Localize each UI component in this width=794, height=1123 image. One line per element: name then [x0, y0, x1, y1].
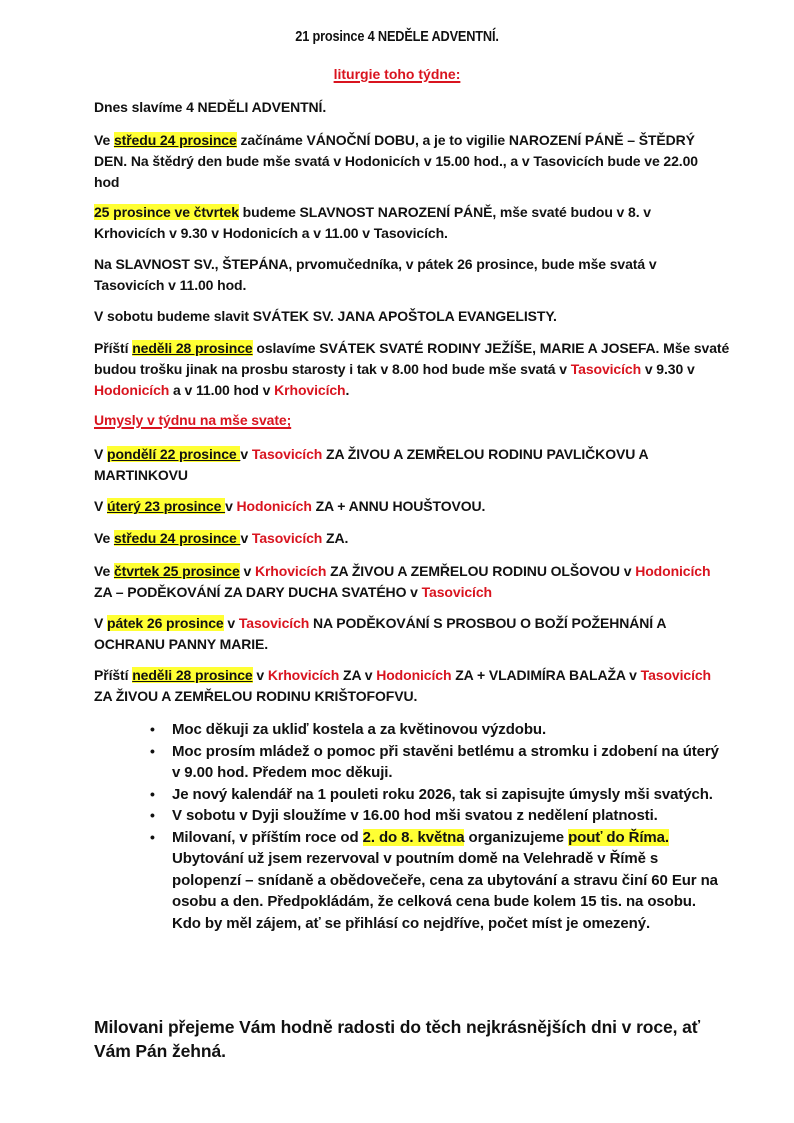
highlight-date: 25 prosince ve čtvrtek — [94, 204, 239, 220]
place-name: Krhovicích — [254, 563, 327, 579]
bullet-icon: • — [150, 721, 155, 737]
highlight-date: 2. do 8. května — [362, 828, 465, 846]
highlight-date: čtvrtek 25 prosince — [113, 563, 240, 579]
intention-wednesday: Ve středu 24 prosince v Tasovicích ZA. — [94, 530, 349, 546]
bullet-icon: • — [150, 807, 155, 823]
place-name: Tasovicích — [251, 446, 323, 462]
place-name: Hodonicích — [94, 382, 170, 398]
highlight-date: pondělí 22 prosince — [107, 446, 241, 462]
highlight-date: pátek 26 prosince — [107, 615, 224, 631]
intentions-heading: Umysly v týdnu na mše svate; — [94, 412, 292, 428]
intention-sunday: Příští neděli 28 prosince v Krhovicích ZA v Hodonicích ZA + VLADIMÍRA BALAŽA v Tasovicích ZA ŽIVOU A ZEMŘELOU RODINU KRIŠTOFOFVU. — [94, 667, 711, 704]
highlight-date: středu 24 prosince — [113, 132, 237, 148]
announcement-item: • Moc prosím mládež o pomoc při stavěni betlému a stromku i zdobení na úterý v 9.00 hod. Předem moc děkuji. — [150, 742, 719, 781]
paragraph-holy-family: Příští neděli 28 prosince oslavíme SVÁTEK SVATÉ RODINY JEŽÍŠE, MARIE A JOSEFA. Mše svaté budou trošku jinak na prosbu starosty i tak v 8.00 hod bude mše svatá v Tasovicích v 9.30 v Hodonicích a v 11.00 hod v Krhovicích. — [94, 340, 730, 398]
closing-greeting: Milovani přejeme Vám hodně radosti do těch nejkrásnějších dni v roce, ať Vám Pán žehná. — [94, 1017, 701, 1061]
intention-monday: V pondělí 22 prosince v Tasovicích ZA ŽIVOU A ZEMŘELOU RODINU PAVLIČKOVU A MARTINKOVU — [94, 446, 648, 483]
place-name: Krhovicích — [267, 667, 340, 683]
announcement-item: • V sobotu v Dyji sloužíme v 16.00 hod mši svatou z nedělení platnosti. — [150, 805, 720, 827]
bullet-icon: • — [150, 828, 155, 845]
bullet-icon: • — [150, 742, 155, 759]
highlight-pilgrimage: pouť do Říma. — [568, 828, 669, 846]
announcements-list — [150, 719, 720, 934]
place-name: Tasovicích — [640, 667, 711, 683]
place-name: Hodonicích — [376, 667, 452, 683]
intention-friday: V pátek 26 prosince v Tasovicích NA PODĚKOVÁNÍ S PROSBOU O BOŽÍ POŽEHNÁNÍ A OCHRANU PANNY MARIE. — [94, 615, 666, 652]
intention-tuesday: V úterý 23 prosince v Hodonicích ZA + ANNU HOUŠTOVOU. — [94, 498, 486, 514]
paragraph-christmas-day: 25 prosince ve čtvrtek budeme SLAVNOST NAROZENÍ PÁNĚ, mše svaté budou v 8. v Krhovicích v 9.30 v Hodonicích a v 11.00 v Tasovicích. — [94, 204, 651, 241]
announcement-item: • Moc děkuji za ukliď kostela a za květinovou výzdobu. — [150, 719, 720, 741]
liturgy-heading: liturgie toho týdne: — [333, 66, 461, 82]
place-name: Tasovicích — [421, 584, 492, 600]
highlight-date: neděli 28 prosince — [132, 667, 253, 683]
place-name: Hodonicích — [236, 498, 312, 514]
paragraph-christmas-eve: Ve středu 24 prosince začínáme VÁNOČNÍ DOBU, a je to vigilie NAROZENÍ PÁNĚ – ŠTĚDRÝ DEN. Na štědrý den bude mše svatá v Hodonicích v 15.00 hod., a v Tasovicích bude ve 22.00 hod — [94, 132, 698, 190]
highlight-date: neděli 28 prosince — [132, 340, 253, 356]
place-name: Tasovicích — [251, 530, 323, 546]
place-name: Tasovicích — [238, 615, 310, 631]
place-name: Tasovicích — [570, 361, 642, 377]
highlight-date: středu 24 prosince — [113, 530, 241, 546]
page-title: 21 prosince 4 NEDĚLE ADVENTNÍ. — [295, 29, 499, 45]
paragraph-st-john: V sobotu budeme slavit SVÁTEK SV. JANA APOŠTOLA EVANGELISTY. — [94, 308, 557, 324]
intention-thursday: Ve čtvrtek 25 prosince v Krhovicích ZA ŽIVOU A ZEMŘELOU RODINU OLŠOVOU v Hodonicích ZA – PODĚKOVÁNÍ ZA DARY DUCHA SVATÉHO v Tasovicích — [94, 563, 711, 600]
paragraph-today: Dnes slavíme 4 NEDĚLI ADVENTNÍ. — [94, 99, 327, 115]
bullet-icon: • — [150, 785, 155, 802]
announcement-item: • Milovaní, v příštím roce od 2. do 8. května organizujeme pouť do Říma. Ubytování už jsem rezervoval v poutním domě na Velehradě v Římě s polopenzí – snídaně a obědovečeře, cena za ubytování a stravu činí 60 Eur na osobu a den. Předpokládám, že celková cena bude kolem 15 tis. na osobu. Kdo by měl zájem, ať se přihlásí co nejdříve, počet míst je omezený. — [150, 828, 718, 932]
paragraph-st-stephen: Na SLAVNOST SV., ŠTEPÁNA, prvomučedníka, v pátek 26 prosince, bude mše svatá v Tasovicích v 11.00 hod. — [94, 256, 657, 293]
announcement-item: • Je nový kalendář na 1 pouleti roku 2026, tak si zapisujte úmysly mši svatých. — [150, 784, 720, 806]
highlight-date: úterý 23 prosince — [107, 498, 226, 514]
place-name: Krhovicích — [274, 382, 346, 398]
place-name: Hodonicích — [635, 563, 711, 579]
